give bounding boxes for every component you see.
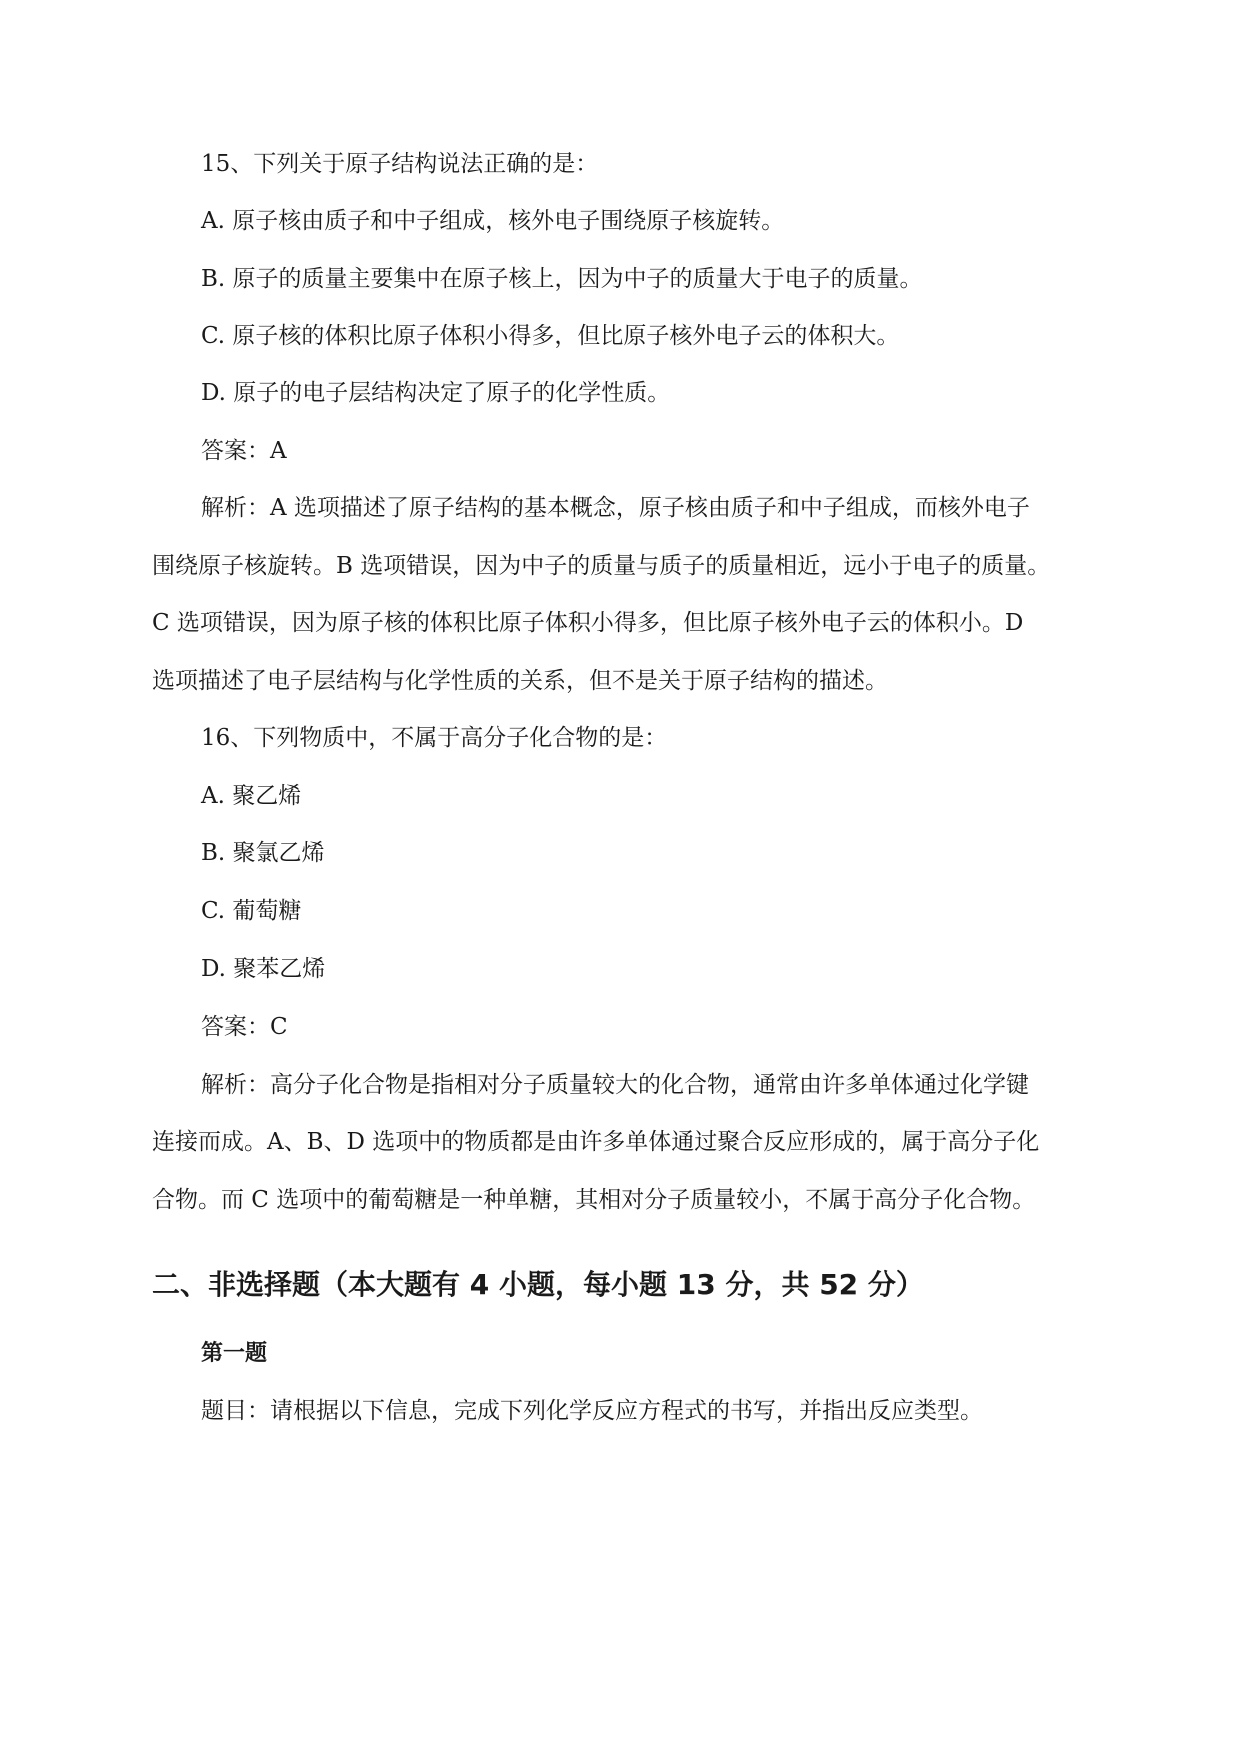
q15-option-a: A. 原子核由质子和中子组成，核外电子围绕原子核旋转。 [201, 208, 785, 234]
q16-option-b: B. 聚氯乙烯 [201, 840, 325, 866]
q16-option-d: D. 聚苯乙烯 [201, 956, 326, 982]
q16-option-a: A. 聚乙烯 [201, 783, 302, 809]
section-heading: 二、非选择题（本大题有 4 小题，每小题 13 分，共 52 分） [152, 1268, 924, 1301]
sub-heading: 第一题 [201, 1341, 268, 1366]
q16-analysis-line-2: 连接而成。A、B、D 选项中的物质都是由许多单体通过聚合反应形成的，属于高分子化 [152, 1129, 1040, 1155]
q16-analysis-line-1: 解析：高分子化合物是指相对分子质量较大的化合物，通常由许多单体通过化学键 [201, 1072, 1029, 1098]
q15-answer: 答案：A [201, 438, 287, 464]
q15-analysis-line-3: C 选项错误，因为原子核的体积比原子体积小得多，但比原子核外电子云的体积小。D [152, 610, 1024, 636]
q15-option-b: B. 原子的质量主要集中在原子核上，因为中子的质量大于电子的质量。 [201, 266, 923, 292]
q16-option-c: C. 葡萄糖 [201, 898, 302, 924]
q15-analysis-line-2: 围绕原子核旋转。B 选项错误，因为中子的质量与质子的质量相近，远小于电子的质量。 [152, 553, 1051, 579]
q15-analysis-line-1: 解析：A 选项描述了原子结构的基本概念，原子核由质子和中子组成，而核外电子 [201, 495, 1030, 521]
q15-option-c: C. 原子核的体积比原子体积小得多，但比原子核外电子云的体积大。 [201, 323, 900, 349]
q15-option-d: D. 原子的电子层结构决定了原子的化学性质。 [201, 380, 671, 406]
q15-stem: 15、下列关于原子结构说法正确的是： [201, 151, 599, 177]
q15-analysis-line-4: 选项描述了电子层结构与化学性质的关系，但不是关于原子结构的描述。 [152, 668, 888, 694]
q16-stem: 16、下列物质中，不属于高分子化合物的是： [201, 725, 668, 751]
q16-analysis-line-3: 合物。而 C 选项中的葡萄糖是一种单糖，其相对分子质量较小，不属于高分子化合物。 [152, 1187, 1036, 1213]
q16-answer: 答案：C [201, 1014, 288, 1040]
question-prompt: 题目：请根据以下信息，完成下列化学反应方程式的书写，并指出反应类型。 [201, 1398, 983, 1424]
